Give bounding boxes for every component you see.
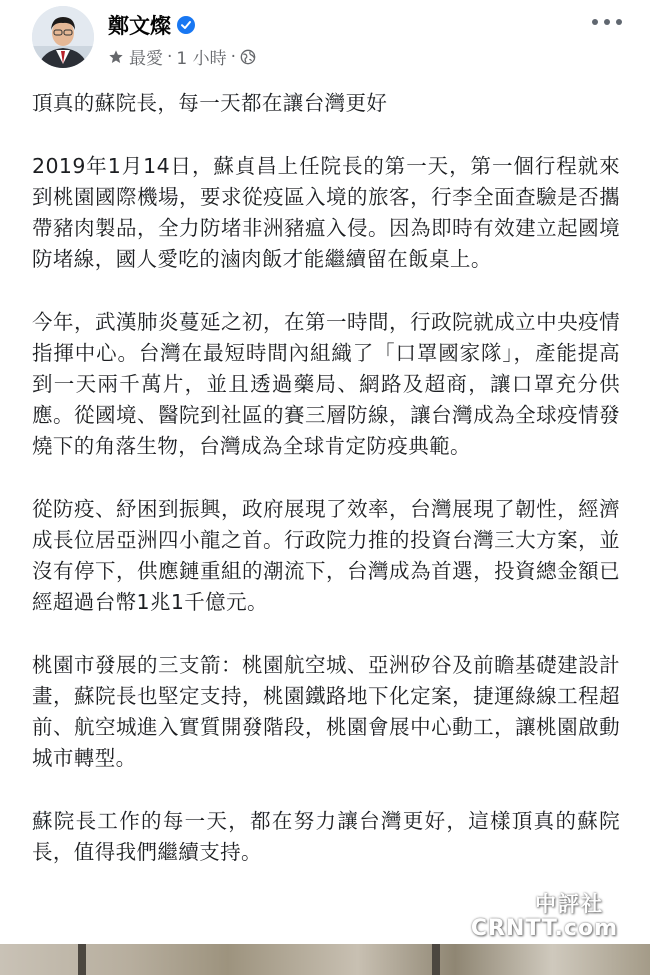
watermark: [470, 888, 618, 948]
photo-detail: [432, 944, 440, 975]
watermark-domain: CRNTT.com: [470, 916, 618, 941]
post-paragraph: 桃園市發展的三支箭：桃園航空城、亞洲矽谷及前瞻基礎建設計畫，蘇院長也堅定支持，桃園鐵路地下化定案，捷運綠線工程超前、航空城進入實質開發階段，桃園會展中心動工，讓桃園啟動城市轉型。: [32, 653, 620, 770]
more-dot: [616, 19, 622, 25]
post-paragraph: 2019年1月14日，蘇貞昌上任院長的第一天，第一個行程就來到桃園國際機場，要求從疫區入境的旅客，行李全面查驗是否攜帶豬肉製品，全力防堵非洲豬瘟入侵。因為即時有效建立起國境防堵線，國人愛吃的滷肉飯才能繼續留在飯桌上。: [32, 154, 620, 271]
globe-icon: [240, 49, 256, 65]
post-timestamp[interactable]: 1 小時: [176, 49, 227, 69]
watermark-logo-text: 中評社: [535, 891, 604, 916]
author-name[interactable]: 鄭文燦: [108, 14, 171, 38]
post-paragraph: 頂真的蘇院長，每一天都在讓台灣更好: [32, 91, 388, 115]
meta-separator: ·: [230, 46, 237, 67]
post-paragraph: 蘇院長工作的每一天，都在努力讓台灣更好，這樣頂真的蘇院長，值得我們繼續支持。: [32, 809, 620, 864]
meta-separator: ·: [167, 46, 173, 67]
star-icon: [108, 49, 124, 65]
post-meta: [108, 44, 256, 69]
audience-label: 最愛: [129, 49, 163, 69]
more-dot: [592, 19, 598, 25]
verified-badge-icon: [177, 16, 195, 34]
photo-detail: [78, 944, 86, 975]
post-paragraph: 今年，武漢肺炎蔓延之初，在第一時間，行政院就成立中央疫情指揮中心。台灣在最短時間內組織了「口罩國家隊」，產能提高到一天兩千萬片，並且透過藥局、網路及超商，讓口罩充分供應。從國境、醫院到社區的賽三層防線，讓台灣成為全球疫情發燒下的角落生物，台灣成為全球肯定防疫典範。: [32, 310, 620, 458]
post-header: [0, 0, 650, 80]
author-row: [108, 10, 195, 40]
post-text: [32, 88, 620, 900]
more-options-icon[interactable]: [592, 12, 622, 32]
author-avatar[interactable]: [32, 6, 94, 68]
post-photo[interactable]: [0, 944, 650, 975]
more-dot: [604, 19, 610, 25]
post-paragraph: 從防疫、紓困到振興，政府展現了效率，台灣展現了韌性，經濟成長位居亞洲四小龍之首。行政院力推的投資台灣三大方案，並沒有停下，供應鏈重組的潮流下，台灣成為首選，投資總金額已經超過台幣1兆1千億元。: [32, 497, 620, 614]
